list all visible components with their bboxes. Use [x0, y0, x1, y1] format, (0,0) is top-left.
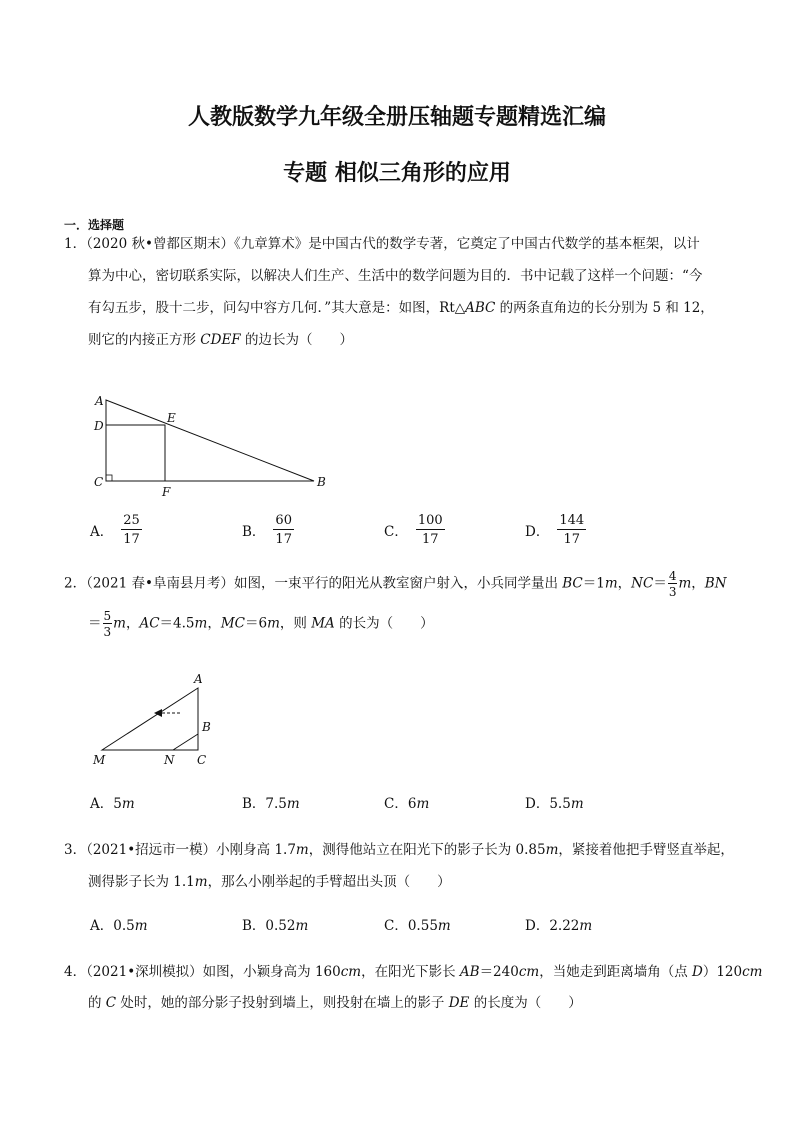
q2-option-c[interactable]: C．6m — [384, 796, 430, 812]
q3-option-a[interactable]: A．0.5m — [90, 918, 148, 934]
label-b: B — [317, 475, 326, 489]
q1-figure — [86, 388, 336, 500]
label-c: C — [94, 475, 104, 489]
q2-option-d[interactable]: D．5.5m — [525, 796, 584, 812]
label-n: N — [164, 753, 175, 767]
document-title: 人教版数学九年级全册压轴题专题精选汇编 — [187, 105, 606, 130]
q2-figure — [90, 670, 220, 768]
q2-option-a[interactable]: A．5m — [90, 796, 135, 812]
right-angle-mark — [106, 475, 112, 481]
label-c: C — [197, 753, 207, 767]
label-b: B — [202, 720, 211, 734]
q3-line-1: 3．（2021•招远市一模）小刚身高 1.7m，测得他站立在阳光下的影子长为 0.85m，紧接着他把手臂竖直举起， — [64, 842, 734, 858]
triangle-abc — [106, 400, 314, 481]
square-cdef — [106, 425, 165, 481]
q4-line-2: 的 C 处时，她的部分影子投射到墙上，则投射在墙上的影子 DE 的长度为（ ） — [88, 995, 582, 1011]
document-subtitle: 专题 相似三角形的应用 — [283, 161, 511, 186]
q3-option-b[interactable]: B．0.52m — [242, 918, 309, 934]
q2-line-1: 2．（2021 春•阜南县月考）如图，一束平行的阳光从教室窗户射入，小兵同学量出 BC＝1m，NC＝ $\frac{4}{3}$ m，BN — [64, 569, 727, 599]
q1-option-a[interactable]: A． $\frac{25}{17}$ — [90, 513, 140, 547]
q2-line-2: ＝ $\frac{5}{3}$ m，AC＝4.5m，MC＝6m，则 MA 的长为（ ） — [88, 609, 434, 639]
q1-line-3: 有勾五步，股十二步，问勾中容方几何．”其大意是：如图，Rt△ABC 的两条直角边的长分别为 5 和 12， — [88, 300, 714, 316]
q3-option-c[interactable]: C．0.55m — [384, 918, 451, 934]
label-m: M — [93, 753, 106, 767]
q4-line-1: 4．（2021•深圳模拟）如图，小颖身高为 160cm，在阳光下影长 AB＝240cm，当她走到距离墙角（点 D）120cm — [64, 964, 763, 980]
q1-option-d[interactable]: D． $\frac{144}{17}$ — [525, 513, 585, 547]
segment-bn — [173, 734, 198, 750]
q2-option-b[interactable]: B．7.5m — [242, 796, 300, 812]
q1-line-4: 则它的内接正方形 CDEF 的边长为（ ） — [88, 332, 353, 348]
q1-option-c[interactable]: C． $\frac{100}{17}$ — [384, 513, 443, 547]
section-heading: 一．选择题 — [64, 218, 125, 232]
q1-option-b[interactable]: B． $\frac{60}{17}$ — [242, 513, 292, 547]
q1-line-2: 算为中心，密切联系实际，以解决人们生产、生活中的数学问题为目的．书中记载了这样一个问题：“今 — [88, 268, 703, 284]
label-d: D — [94, 419, 104, 433]
label-f: F — [162, 485, 171, 499]
label-a: A — [95, 394, 104, 408]
q3-line-2: 测得影子长为 1.1m，那么小刚举起的手臂超出头顶（ ） — [88, 874, 451, 890]
label-a: A — [194, 672, 203, 686]
triangle-amc — [102, 688, 198, 750]
q1-line-1: 1．（2020 秋•曾都区期末）《九章算术》是中国古代的数学专著，它奠定了中国古代数学的基本框架，以计 — [64, 236, 700, 252]
label-e: E — [167, 411, 176, 425]
q3-option-d[interactable]: D．2.22m — [525, 918, 593, 934]
